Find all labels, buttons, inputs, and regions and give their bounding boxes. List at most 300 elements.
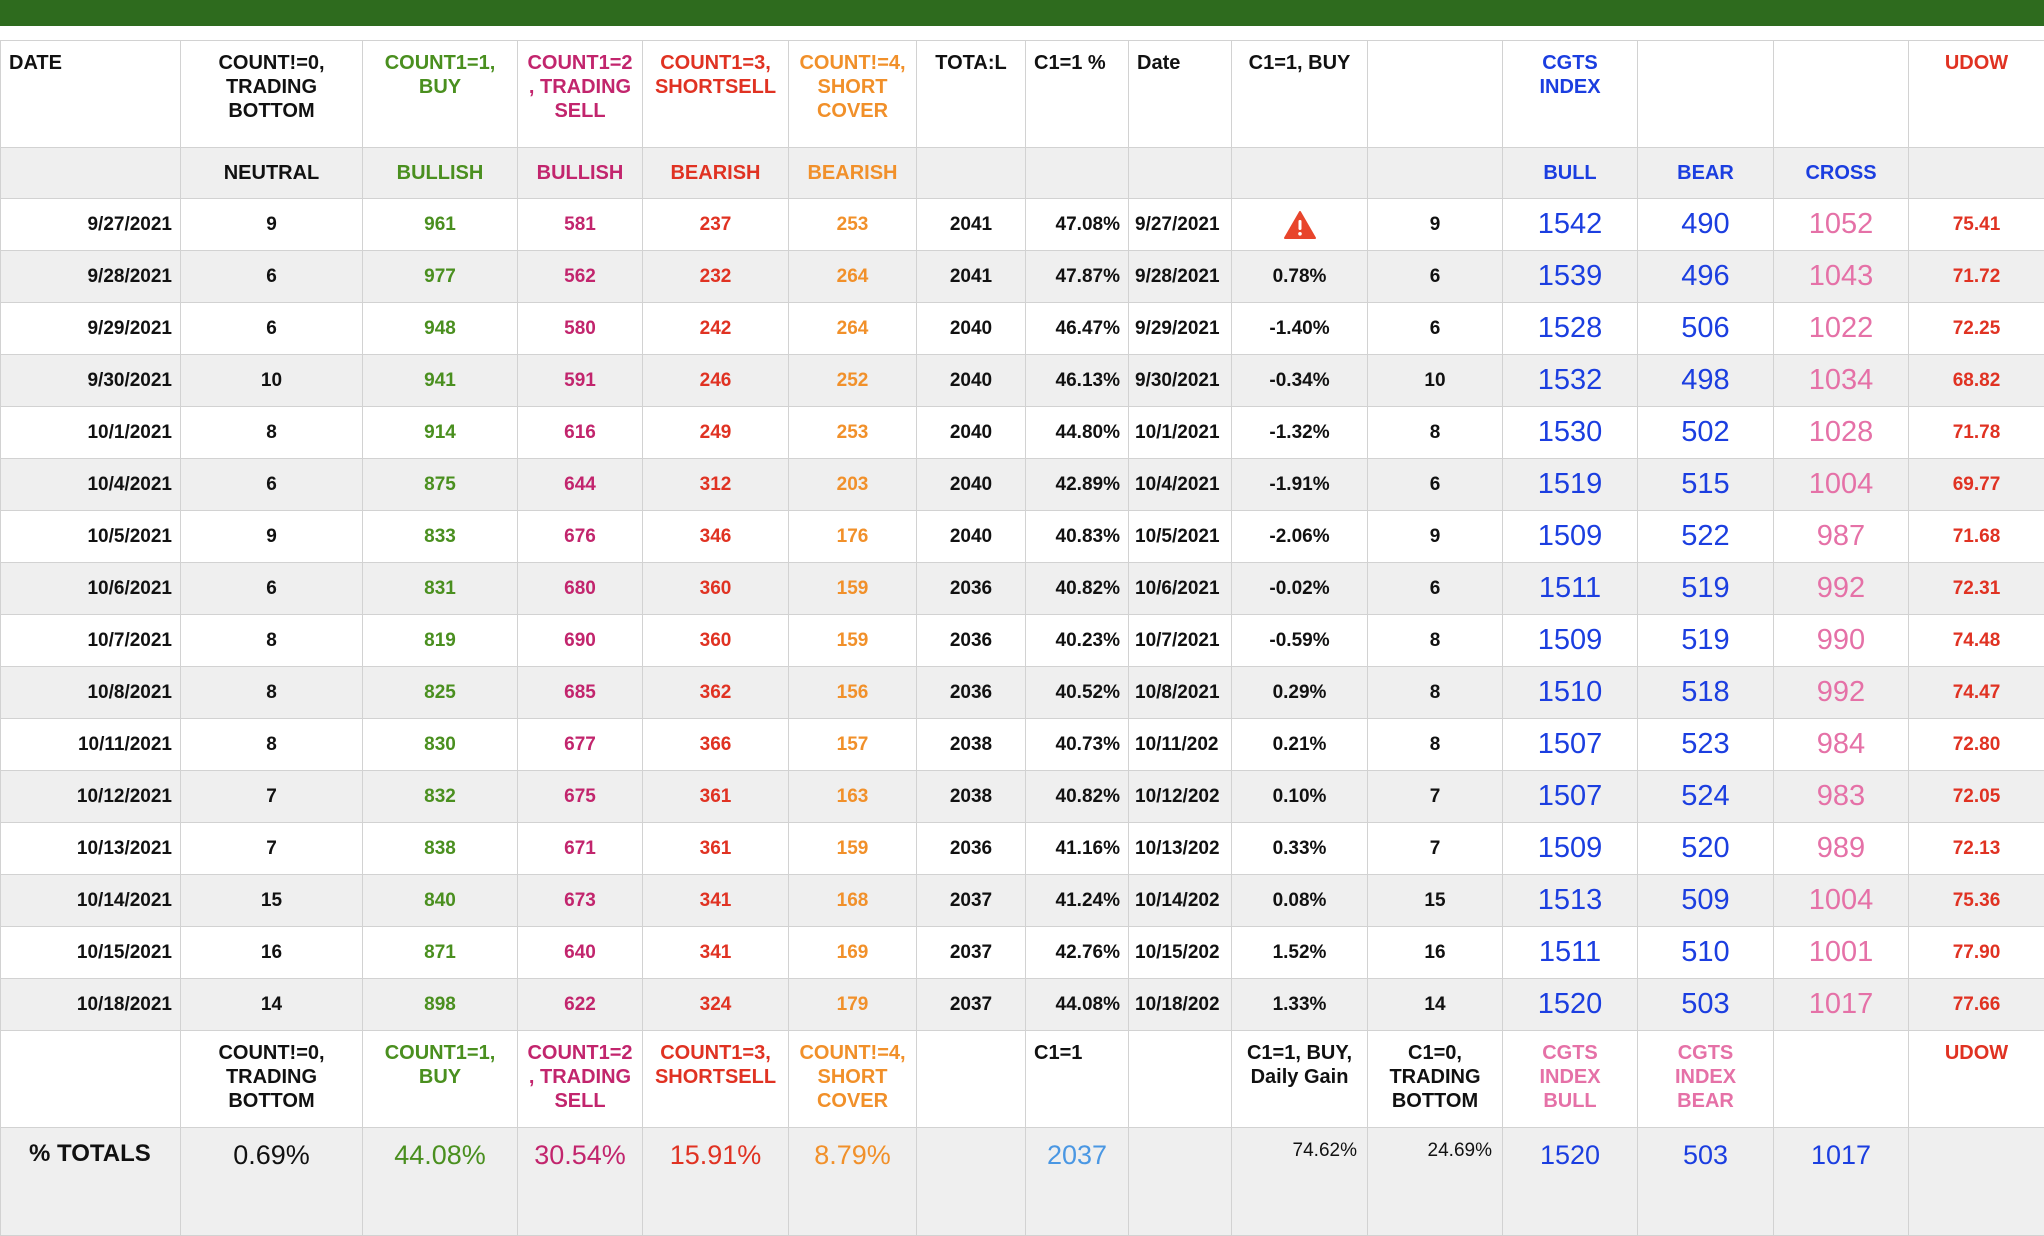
sub-empty-1[interactable]	[1, 148, 181, 199]
sub-empty-7[interactable]	[1909, 148, 2044, 199]
cell-cover[interactable]: 159	[789, 615, 917, 667]
header-empty-2[interactable]	[1774, 41, 1909, 148]
cell-c1-pct[interactable]: 44.08%	[1026, 979, 1129, 1031]
cell-short[interactable]: 366	[643, 719, 789, 771]
cell-short[interactable]: 341	[643, 875, 789, 927]
cell-bull[interactable]: 1509	[1503, 615, 1638, 667]
header-c1-pct[interactable]: C1=1 %	[1026, 41, 1129, 148]
cell-bear[interactable]: 503	[1638, 979, 1774, 1031]
cell-date2[interactable]: 10/18/202	[1129, 979, 1232, 1031]
cell-date[interactable]: 10/8/2021	[1, 667, 181, 719]
cell-cover[interactable]: 169	[789, 927, 917, 979]
cell-date2[interactable]: 9/30/2021	[1129, 355, 1232, 407]
cell-udow[interactable]: 72.05	[1909, 771, 2044, 823]
cell-bear[interactable]: 522	[1638, 511, 1774, 563]
cell-neutral[interactable]: 8	[181, 667, 363, 719]
cell-total[interactable]: 2036	[917, 563, 1026, 615]
cell-bottom[interactable]: 8	[1368, 407, 1503, 459]
header-short[interactable]: COUNT1=3, SHORTSELL	[643, 41, 789, 148]
sub-bull[interactable]: BULL	[1503, 148, 1638, 199]
footer-short[interactable]: COUNT1=3, SHORTSELL	[643, 1031, 789, 1128]
totals-bull[interactable]: 1520	[1503, 1128, 1638, 1236]
cell-neutral[interactable]: 6	[181, 303, 363, 355]
cell-neutral[interactable]: 7	[181, 823, 363, 875]
sub-empty-2[interactable]	[917, 148, 1026, 199]
cell-bear[interactable]: 502	[1638, 407, 1774, 459]
cell-neutral[interactable]: 9	[181, 511, 363, 563]
cell-cross[interactable]: 992	[1774, 563, 1909, 615]
cell-date[interactable]: 9/29/2021	[1, 303, 181, 355]
cell-sell[interactable]: 690	[518, 615, 643, 667]
cell-cover[interactable]: 163	[789, 771, 917, 823]
cell-gain[interactable]: 0.78%	[1232, 251, 1368, 303]
totals-neutral[interactable]: 0.69%	[181, 1128, 363, 1236]
cell-cover[interactable]: 253	[789, 407, 917, 459]
cell-gain[interactable]: -0.59%	[1232, 615, 1368, 667]
cell-date[interactable]: 9/30/2021	[1, 355, 181, 407]
header-empty-1[interactable]	[1638, 41, 1774, 148]
cell-bottom[interactable]: 6	[1368, 563, 1503, 615]
cell-short[interactable]: 237	[643, 199, 789, 251]
cell-buy[interactable]: 825	[363, 667, 518, 719]
cell-sell[interactable]: 676	[518, 511, 643, 563]
cell-bear[interactable]: 496	[1638, 251, 1774, 303]
totals-bear[interactable]: 503	[1638, 1128, 1774, 1236]
cell-neutral[interactable]: 7	[181, 771, 363, 823]
footer-empty-3[interactable]	[1129, 1031, 1232, 1128]
cell-date2[interactable]: 10/8/2021	[1129, 667, 1232, 719]
cell-c1-pct[interactable]: 40.73%	[1026, 719, 1129, 771]
cell-total[interactable]: 2036	[917, 615, 1026, 667]
cell-bottom[interactable]: 8	[1368, 615, 1503, 667]
totals-label[interactable]: % TOTALS	[1, 1128, 181, 1236]
header-c1-buy[interactable]: C1=1, BUY	[1232, 41, 1368, 148]
cell-bear[interactable]: 523	[1638, 719, 1774, 771]
cell-udow[interactable]: 68.82	[1909, 355, 2044, 407]
cell-total[interactable]: 2036	[917, 823, 1026, 875]
cell-total[interactable]: 2041	[917, 251, 1026, 303]
cell-short[interactable]: 246	[643, 355, 789, 407]
cell-bull[interactable]: 1542	[1503, 199, 1638, 251]
totals-sell[interactable]: 30.54%	[518, 1128, 643, 1236]
cell-cross[interactable]: 1004	[1774, 875, 1909, 927]
cell-bear[interactable]: 490	[1638, 199, 1774, 251]
cell-c1-pct[interactable]: 40.52%	[1026, 667, 1129, 719]
cell-total[interactable]: 2037	[917, 875, 1026, 927]
cell-c1-pct[interactable]: 47.08%	[1026, 199, 1129, 251]
cell-bottom[interactable]: 6	[1368, 251, 1503, 303]
cell-udow[interactable]: 71.72	[1909, 251, 2044, 303]
footer-gain[interactable]: C1=1, BUY, Daily Gain	[1232, 1031, 1368, 1128]
cell-date[interactable]: 10/4/2021	[1, 459, 181, 511]
cell-sell[interactable]: 622	[518, 979, 643, 1031]
cell-udow[interactable]: 74.48	[1909, 615, 2044, 667]
cell-udow[interactable]: 75.36	[1909, 875, 2044, 927]
cell-bottom[interactable]: 10	[1368, 355, 1503, 407]
cell-bottom[interactable]: 16	[1368, 927, 1503, 979]
sub-empty-6[interactable]	[1368, 148, 1503, 199]
cell-date2[interactable]: 10/7/2021	[1129, 615, 1232, 667]
cell-udow[interactable]: 77.90	[1909, 927, 2044, 979]
cell-cover[interactable]: 176	[789, 511, 917, 563]
cell-cross[interactable]: 990	[1774, 615, 1909, 667]
cell-bottom[interactable]: 9	[1368, 199, 1503, 251]
header-date2[interactable]: Date	[1129, 41, 1232, 148]
cell-udow[interactable]: 77.66	[1909, 979, 2044, 1031]
cell-c1-pct[interactable]: 40.23%	[1026, 615, 1129, 667]
cell-gain[interactable]: -2.06%	[1232, 511, 1368, 563]
cell-neutral[interactable]: 8	[181, 615, 363, 667]
cell-date2[interactable]: 9/27/2021	[1129, 199, 1232, 251]
cell-bull[interactable]: 1528	[1503, 303, 1638, 355]
cell-bull[interactable]: 1513	[1503, 875, 1638, 927]
sub-cross[interactable]: CROSS	[1774, 148, 1909, 199]
cell-udow[interactable]: 75.41	[1909, 199, 2044, 251]
cell-c1-pct[interactable]: 40.82%	[1026, 771, 1129, 823]
cell-neutral[interactable]: 6	[181, 459, 363, 511]
cell-bull[interactable]: 1507	[1503, 771, 1638, 823]
totals-cover[interactable]: 8.79%	[789, 1128, 917, 1236]
footer-bottom[interactable]: C1=0, TRADING BOTTOM	[1368, 1031, 1503, 1128]
cell-cover[interactable]: 264	[789, 303, 917, 355]
cell-bull[interactable]: 1530	[1503, 407, 1638, 459]
totals-cross[interactable]: 1017	[1774, 1128, 1909, 1236]
cell-cross[interactable]: 983	[1774, 771, 1909, 823]
cell-buy[interactable]: 914	[363, 407, 518, 459]
sub-bearish-2[interactable]: BEARISH	[789, 148, 917, 199]
cell-cross[interactable]: 1001	[1774, 927, 1909, 979]
cell-bull[interactable]: 1539	[1503, 251, 1638, 303]
cell-date2[interactable]: 9/29/2021	[1129, 303, 1232, 355]
cell-cross[interactable]: 1028	[1774, 407, 1909, 459]
cell-buy[interactable]: 898	[363, 979, 518, 1031]
cell-bull[interactable]: 1511	[1503, 563, 1638, 615]
cell-gain[interactable]	[1232, 199, 1368, 251]
cell-cross[interactable]: 1034	[1774, 355, 1909, 407]
cell-c1-pct[interactable]: 47.87%	[1026, 251, 1129, 303]
cell-buy[interactable]: 831	[363, 563, 518, 615]
cell-date[interactable]: 10/14/2021	[1, 875, 181, 927]
footer-cover[interactable]: COUNT!=4, SHORT COVER	[789, 1031, 917, 1128]
cell-short[interactable]: 346	[643, 511, 789, 563]
header-total[interactable]: TOTA:L	[917, 41, 1026, 148]
cell-buy[interactable]: 875	[363, 459, 518, 511]
header-date[interactable]: DATE	[1, 41, 181, 148]
cell-date[interactable]: 10/6/2021	[1, 563, 181, 615]
cell-neutral[interactable]: 6	[181, 563, 363, 615]
cell-cross[interactable]: 987	[1774, 511, 1909, 563]
header-cover[interactable]: COUNT!=4, SHORT COVER	[789, 41, 917, 148]
cell-bottom[interactable]: 7	[1368, 823, 1503, 875]
cell-bull[interactable]: 1509	[1503, 823, 1638, 875]
cell-cross[interactable]: 1043	[1774, 251, 1909, 303]
header-blank[interactable]	[1368, 41, 1503, 148]
cell-cover[interactable]: 159	[789, 823, 917, 875]
totals-c1[interactable]: 2037	[1026, 1128, 1129, 1236]
footer-empty-1[interactable]	[1, 1031, 181, 1128]
totals-gain[interactable]: 74.62%	[1232, 1128, 1368, 1236]
cell-bull[interactable]: 1509	[1503, 511, 1638, 563]
cell-buy[interactable]: 833	[363, 511, 518, 563]
cell-udow[interactable]: 74.47	[1909, 667, 2044, 719]
cell-udow[interactable]: 69.77	[1909, 459, 2044, 511]
cell-cover[interactable]: 157	[789, 719, 917, 771]
cell-gain[interactable]: 0.21%	[1232, 719, 1368, 771]
cell-sell[interactable]: 673	[518, 875, 643, 927]
cell-c1-pct[interactable]: 42.89%	[1026, 459, 1129, 511]
cell-bottom[interactable]: 8	[1368, 667, 1503, 719]
cell-total[interactable]: 2038	[917, 771, 1026, 823]
cell-neutral[interactable]: 8	[181, 719, 363, 771]
footer-sell[interactable]: COUNT1=2 , TRADING SELL	[518, 1031, 643, 1128]
cell-bottom[interactable]: 8	[1368, 719, 1503, 771]
cell-date[interactable]: 10/7/2021	[1, 615, 181, 667]
cell-short[interactable]: 341	[643, 927, 789, 979]
cell-buy[interactable]: 948	[363, 303, 518, 355]
cell-short[interactable]: 362	[643, 667, 789, 719]
cell-sell[interactable]: 616	[518, 407, 643, 459]
cell-udow[interactable]: 71.78	[1909, 407, 2044, 459]
cell-date2[interactable]: 9/28/2021	[1129, 251, 1232, 303]
sub-bearish-1[interactable]: BEARISH	[643, 148, 789, 199]
cell-short[interactable]: 361	[643, 823, 789, 875]
cell-sell[interactable]: 581	[518, 199, 643, 251]
cell-date[interactable]: 10/12/2021	[1, 771, 181, 823]
cell-c1-pct[interactable]: 41.24%	[1026, 875, 1129, 927]
cell-sell[interactable]: 685	[518, 667, 643, 719]
cell-bottom[interactable]: 6	[1368, 459, 1503, 511]
footer-buy[interactable]: COUNT1=1, BUY	[363, 1031, 518, 1128]
cell-short[interactable]: 242	[643, 303, 789, 355]
cell-sell[interactable]: 671	[518, 823, 643, 875]
cell-neutral[interactable]: 8	[181, 407, 363, 459]
cell-short[interactable]: 360	[643, 615, 789, 667]
cell-date[interactable]: 10/1/2021	[1, 407, 181, 459]
cell-gain[interactable]: 1.33%	[1232, 979, 1368, 1031]
cell-total[interactable]: 2040	[917, 303, 1026, 355]
cell-sell[interactable]: 580	[518, 303, 643, 355]
cell-total[interactable]: 2040	[917, 511, 1026, 563]
cell-neutral[interactable]: 15	[181, 875, 363, 927]
cell-total[interactable]: 2041	[917, 199, 1026, 251]
cell-cover[interactable]: 253	[789, 199, 917, 251]
totals-empty-1[interactable]	[917, 1128, 1026, 1236]
cell-bear[interactable]: 519	[1638, 615, 1774, 667]
totals-empty-2[interactable]	[1129, 1128, 1232, 1236]
header-neutral[interactable]: COUNT!=0, TRADING BOTTOM	[181, 41, 363, 148]
cell-buy[interactable]: 840	[363, 875, 518, 927]
cell-gain[interactable]: -0.02%	[1232, 563, 1368, 615]
cell-bear[interactable]: 518	[1638, 667, 1774, 719]
cell-total[interactable]: 2040	[917, 355, 1026, 407]
footer-cgts-bear[interactable]: CGTS INDEX BEAR	[1638, 1031, 1774, 1128]
cell-date2[interactable]: 10/1/2021	[1129, 407, 1232, 459]
cell-cross[interactable]: 1004	[1774, 459, 1909, 511]
cell-bear[interactable]: 510	[1638, 927, 1774, 979]
cell-c1-pct[interactable]: 44.80%	[1026, 407, 1129, 459]
cell-c1-pct[interactable]: 41.16%	[1026, 823, 1129, 875]
footer-c1[interactable]: C1=1	[1026, 1031, 1129, 1128]
cell-cross[interactable]: 1022	[1774, 303, 1909, 355]
header-cgts-index[interactable]: CGTS INDEX	[1503, 41, 1638, 148]
cell-bull[interactable]: 1507	[1503, 719, 1638, 771]
cell-sell[interactable]: 591	[518, 355, 643, 407]
footer-cgts-bull[interactable]: CGTS INDEX BULL	[1503, 1031, 1638, 1128]
cell-neutral[interactable]: 14	[181, 979, 363, 1031]
cell-bottom[interactable]: 6	[1368, 303, 1503, 355]
cell-c1-pct[interactable]: 40.83%	[1026, 511, 1129, 563]
cell-bear[interactable]: 515	[1638, 459, 1774, 511]
cell-bottom[interactable]: 14	[1368, 979, 1503, 1031]
cell-cross[interactable]: 989	[1774, 823, 1909, 875]
cell-gain[interactable]: -1.91%	[1232, 459, 1368, 511]
cell-sell[interactable]: 677	[518, 719, 643, 771]
cell-date[interactable]: 10/15/2021	[1, 927, 181, 979]
cell-date[interactable]: 10/5/2021	[1, 511, 181, 563]
footer-udow[interactable]: UDOW	[1909, 1031, 2044, 1128]
cell-bear[interactable]: 498	[1638, 355, 1774, 407]
cell-c1-pct[interactable]: 46.13%	[1026, 355, 1129, 407]
cell-bull[interactable]: 1532	[1503, 355, 1638, 407]
cell-date[interactable]: 9/28/2021	[1, 251, 181, 303]
cell-buy[interactable]: 977	[363, 251, 518, 303]
totals-empty-3[interactable]	[1909, 1128, 2044, 1236]
cell-neutral[interactable]: 16	[181, 927, 363, 979]
cell-gain[interactable]: -0.34%	[1232, 355, 1368, 407]
cell-bear[interactable]: 506	[1638, 303, 1774, 355]
cell-c1-pct[interactable]: 46.47%	[1026, 303, 1129, 355]
cell-date2[interactable]: 10/12/202	[1129, 771, 1232, 823]
cell-date2[interactable]: 10/11/202	[1129, 719, 1232, 771]
cell-short[interactable]: 361	[643, 771, 789, 823]
cell-gain[interactable]: 0.29%	[1232, 667, 1368, 719]
cell-cross[interactable]: 1052	[1774, 199, 1909, 251]
totals-buy[interactable]: 44.08%	[363, 1128, 518, 1236]
cell-total[interactable]: 2037	[917, 927, 1026, 979]
cell-sell[interactable]: 680	[518, 563, 643, 615]
cell-sell[interactable]: 644	[518, 459, 643, 511]
cell-udow[interactable]: 71.68	[1909, 511, 2044, 563]
cell-c1-pct[interactable]: 40.82%	[1026, 563, 1129, 615]
cell-cover[interactable]: 264	[789, 251, 917, 303]
cell-udow[interactable]: 72.13	[1909, 823, 2044, 875]
cell-bear[interactable]: 524	[1638, 771, 1774, 823]
cell-date[interactable]: 10/18/2021	[1, 979, 181, 1031]
cell-bottom[interactable]: 15	[1368, 875, 1503, 927]
cell-cover[interactable]: 156	[789, 667, 917, 719]
cell-neutral[interactable]: 10	[181, 355, 363, 407]
cell-short[interactable]: 249	[643, 407, 789, 459]
cell-buy[interactable]: 819	[363, 615, 518, 667]
footer-empty-4[interactable]	[1774, 1031, 1909, 1128]
cell-buy[interactable]: 941	[363, 355, 518, 407]
sub-empty-4[interactable]	[1129, 148, 1232, 199]
cell-cover[interactable]: 203	[789, 459, 917, 511]
cell-bull[interactable]: 1510	[1503, 667, 1638, 719]
cell-bear[interactable]: 519	[1638, 563, 1774, 615]
cell-c1-pct[interactable]: 42.76%	[1026, 927, 1129, 979]
cell-date2[interactable]: 10/15/202	[1129, 927, 1232, 979]
cell-total[interactable]: 2036	[917, 667, 1026, 719]
cell-sell[interactable]: 675	[518, 771, 643, 823]
cell-gain[interactable]: 0.33%	[1232, 823, 1368, 875]
sub-bullish-2[interactable]: BULLISH	[518, 148, 643, 199]
cell-cover[interactable]: 252	[789, 355, 917, 407]
cell-bear[interactable]: 509	[1638, 875, 1774, 927]
cell-total[interactable]: 2038	[917, 719, 1026, 771]
header-udow[interactable]: UDOW	[1909, 41, 2044, 148]
header-buy[interactable]: COUNT1=1, BUY	[363, 41, 518, 148]
cell-date2[interactable]: 10/4/2021	[1129, 459, 1232, 511]
cell-udow[interactable]: 72.25	[1909, 303, 2044, 355]
cell-neutral[interactable]: 9	[181, 199, 363, 251]
cell-sell[interactable]: 640	[518, 927, 643, 979]
cell-gain[interactable]: 0.08%	[1232, 875, 1368, 927]
cell-short[interactable]: 324	[643, 979, 789, 1031]
cell-bull[interactable]: 1519	[1503, 459, 1638, 511]
header-sell[interactable]: COUNT1=2 , TRADING SELL	[518, 41, 643, 148]
cell-cover[interactable]: 179	[789, 979, 917, 1031]
cell-cross[interactable]: 984	[1774, 719, 1909, 771]
cell-date2[interactable]: 10/5/2021	[1129, 511, 1232, 563]
cell-short[interactable]: 232	[643, 251, 789, 303]
totals-bottom[interactable]: 24.69%	[1368, 1128, 1503, 1236]
cell-date[interactable]: 9/27/2021	[1, 199, 181, 251]
footer-neutral[interactable]: COUNT!=0, TRADING BOTTOM	[181, 1031, 363, 1128]
cell-bear[interactable]: 520	[1638, 823, 1774, 875]
cell-gain[interactable]: -1.40%	[1232, 303, 1368, 355]
sub-bullish-1[interactable]: BULLISH	[363, 148, 518, 199]
sub-neutral[interactable]: NEUTRAL	[181, 148, 363, 199]
cell-buy[interactable]: 871	[363, 927, 518, 979]
cell-udow[interactable]: 72.80	[1909, 719, 2044, 771]
cell-total[interactable]: 2037	[917, 979, 1026, 1031]
cell-bull[interactable]: 1520	[1503, 979, 1638, 1031]
cell-total[interactable]: 2040	[917, 459, 1026, 511]
cell-buy[interactable]: 838	[363, 823, 518, 875]
footer-empty-2[interactable]	[917, 1031, 1026, 1128]
cell-buy[interactable]: 830	[363, 719, 518, 771]
cell-cross[interactable]: 992	[1774, 667, 1909, 719]
cell-date[interactable]: 10/11/2021	[1, 719, 181, 771]
cell-date[interactable]: 10/13/2021	[1, 823, 181, 875]
cell-date2[interactable]: 10/13/202	[1129, 823, 1232, 875]
cell-bottom[interactable]: 9	[1368, 511, 1503, 563]
cell-bottom[interactable]: 7	[1368, 771, 1503, 823]
cell-short[interactable]: 312	[643, 459, 789, 511]
cell-cover[interactable]: 168	[789, 875, 917, 927]
totals-short[interactable]: 15.91%	[643, 1128, 789, 1236]
cell-buy[interactable]: 832	[363, 771, 518, 823]
cell-date2[interactable]: 10/14/202	[1129, 875, 1232, 927]
cell-gain[interactable]: 1.52%	[1232, 927, 1368, 979]
cell-bull[interactable]: 1511	[1503, 927, 1638, 979]
cell-gain[interactable]: -1.32%	[1232, 407, 1368, 459]
cell-short[interactable]: 360	[643, 563, 789, 615]
cell-sell[interactable]: 562	[518, 251, 643, 303]
cell-total[interactable]: 2040	[917, 407, 1026, 459]
cell-cover[interactable]: 159	[789, 563, 917, 615]
cell-udow[interactable]: 72.31	[1909, 563, 2044, 615]
cell-cross[interactable]: 1017	[1774, 979, 1909, 1031]
cell-gain[interactable]: 0.10%	[1232, 771, 1368, 823]
sub-bear[interactable]: BEAR	[1638, 148, 1774, 199]
cell-date2[interactable]: 10/6/2021	[1129, 563, 1232, 615]
sub-empty-3[interactable]	[1026, 148, 1129, 199]
cell-neutral[interactable]: 6	[181, 251, 363, 303]
sub-empty-5[interactable]	[1232, 148, 1368, 199]
cell-buy[interactable]: 961	[363, 199, 518, 251]
